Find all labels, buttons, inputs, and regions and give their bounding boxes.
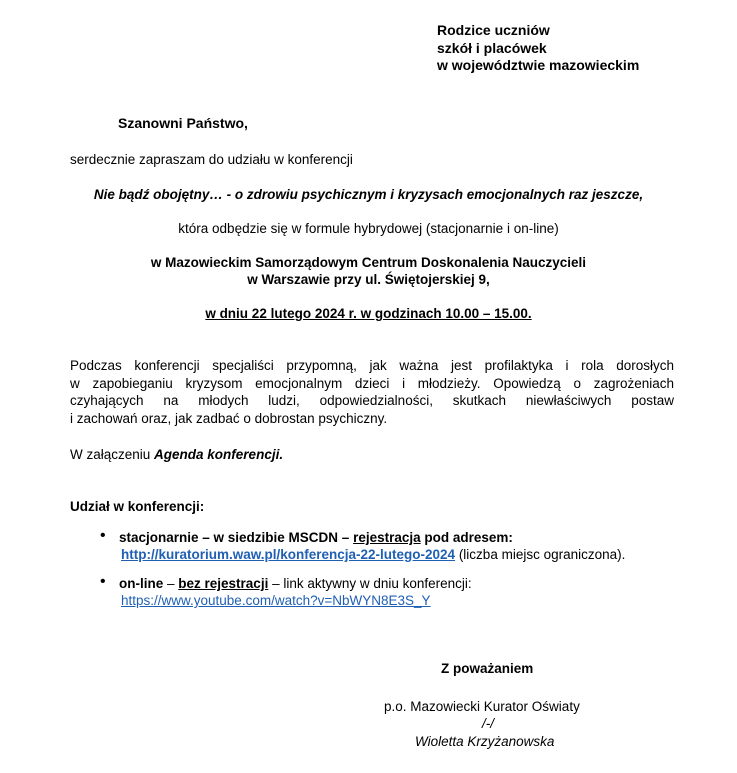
onsite-link-line — [121, 547, 625, 562]
onsite-label: stacjonarnie – w siedzibie MSCDN – — [119, 530, 354, 545]
onsite-registration: rejestracja — [353, 530, 421, 545]
online-option — [119, 576, 472, 591]
attachment-name: Agenda konferencji. — [154, 447, 284, 462]
onsite-label-end: pod adresem: — [420, 530, 513, 545]
online-link-line — [121, 593, 431, 608]
bullet-icon: • — [100, 527, 106, 544]
online-separator: – — [163, 576, 179, 591]
recipient-line: szkół i placówek — [437, 39, 547, 56]
date-line: w dniu 22 lutego 2024 r. w godzinach 10.00 – 15.00. — [205, 306, 532, 321]
signature-title: p.o. Mazowiecki Kurator Oświaty — [384, 699, 580, 714]
bullet-icon: • — [100, 573, 106, 590]
signature-name: Wioletta Krzyżanowska — [415, 734, 555, 749]
youtube-link[interactable]: https://www.youtube.com/watch?v=NbWYN8E3S_Y — [121, 593, 431, 608]
format-line: która odbędzie się w formule hybrydowej (stacjonarnie i on-line) — [178, 221, 559, 236]
recipient-line: w województwie mazowieckim — [437, 57, 640, 73]
body-line: i zachowań oraz, jak zadbać o dobrostan psychiczny. — [70, 410, 388, 426]
conference-title: Nie bądź obojętny… - o zdrowiu psychicznym i kryzysach emocjonalnych raz jeszcze, — [93, 187, 644, 202]
greeting: Szanowni Państwo, — [118, 115, 248, 131]
venue-line-1: w Mazowieckim Samorządowym Centrum Doskonalenia Nauczycieli — [150, 255, 587, 270]
closing: Z poważaniem — [441, 661, 534, 676]
onsite-note: (liczba miejsc ograniczona). — [455, 547, 626, 562]
online-label: on-line — [119, 576, 164, 591]
signature-mark: /-/ — [482, 716, 494, 731]
online-label-end: – link aktywny w dniu konferencji: — [268, 576, 472, 591]
body-line: czyhających na młodych ludzi, odpowiedzialności, skutkach niewłaściwych postaw — [70, 393, 674, 408]
online-no-registration: bez rejestracji — [178, 576, 269, 591]
onsite-option — [119, 530, 513, 545]
recipient-block — [437, 22, 639, 75]
body-paragraph — [70, 357, 674, 427]
venue-line-2: w Warszawie przy ul. Świętojerskiej 9, — [247, 272, 490, 287]
recipient-line: Rodzice uczniów — [437, 22, 550, 38]
attachment-prefix: W załączeniu — [70, 447, 155, 462]
participation-heading: Udział w konferencji: — [70, 499, 205, 514]
attachment-line — [70, 447, 283, 462]
body-line: w zapobieganiu kryzysom emocjonalnym dzieci i młodzieży. Opowiedzą o zagrożeniach — [70, 375, 674, 391]
invitation-text: serdecznie zapraszam do udziału w konferencji — [70, 152, 353, 167]
body-line: Podczas konferencji specjaliści przypomną, jak ważna jest profilaktyka i rola dorosłych — [70, 358, 674, 373]
registration-link[interactable]: http://kuratorium.waw.pl/konferencja-22-lutego-2024 — [121, 547, 456, 562]
